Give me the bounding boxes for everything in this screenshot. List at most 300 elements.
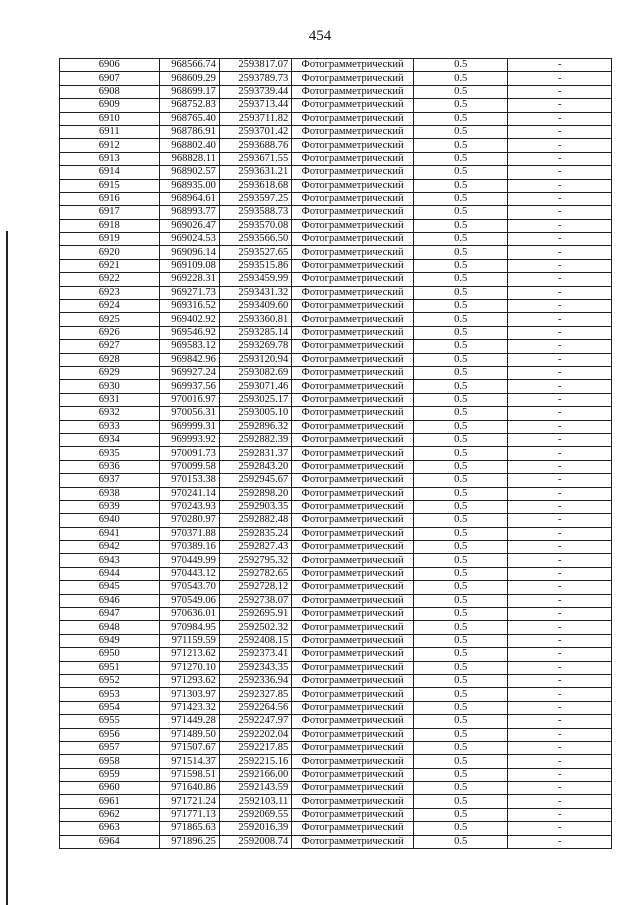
x-coordinate-cell: 971514.37 [159,755,219,768]
y-coordinate-cell: 2593025.17 [219,393,291,406]
note-cell: - [508,795,612,808]
accuracy-cell: 0.5 [413,99,508,112]
table-row [60,715,612,728]
point-number-cell: 6933 [60,420,160,433]
x-coordinate-cell: 970153.38 [159,474,219,487]
y-coordinate-cell: 2592103.11 [219,795,291,808]
method-cell: Фотограмметрический [292,688,414,701]
point-number-cell: 6937 [60,474,160,487]
accuracy-cell: 0.5 [413,219,508,232]
accuracy-cell: 0.5 [413,85,508,98]
y-coordinate-cell: 2592143.59 [219,782,291,795]
method-cell: Фотограмметрический [292,99,414,112]
point-number-cell: 6962 [60,808,160,821]
point-number-cell: 6945 [60,581,160,594]
x-coordinate-cell: 971423.32 [159,701,219,714]
point-number-cell: 6909 [60,99,160,112]
point-number-cell: 6917 [60,206,160,219]
note-cell: - [508,125,612,138]
point-number-cell: 6923 [60,286,160,299]
method-cell: Фотограмметрический [292,541,414,554]
x-coordinate-cell: 969937.56 [159,380,219,393]
y-coordinate-cell: 2592215.16 [219,755,291,768]
note-cell: - [508,822,612,835]
table-row [60,688,612,701]
point-number-cell: 6956 [60,728,160,741]
y-coordinate-cell: 2592896.32 [219,420,291,433]
x-coordinate-cell: 968609.29 [159,72,219,85]
accuracy-cell: 0.5 [413,768,508,781]
point-number-cell: 6959 [60,768,160,781]
y-coordinate-cell: 2592336.94 [219,674,291,687]
point-number-cell: 6931 [60,393,160,406]
note-cell: - [508,420,612,433]
note-cell: - [508,72,612,85]
x-coordinate-cell: 968765.40 [159,112,219,125]
point-number-cell: 6936 [60,460,160,473]
note-cell: - [508,393,612,406]
point-number-cell: 6918 [60,219,160,232]
note-cell: - [508,567,612,580]
table-row [60,541,612,554]
point-number-cell: 6949 [60,634,160,647]
accuracy-cell: 0.5 [413,715,508,728]
accuracy-cell: 0.5 [413,433,508,446]
note-cell: - [508,474,612,487]
accuracy-cell: 0.5 [413,621,508,634]
accuracy-cell: 0.5 [413,688,508,701]
y-coordinate-cell: 2592882.48 [219,514,291,527]
note-cell: - [508,152,612,165]
accuracy-cell: 0.5 [413,179,508,192]
y-coordinate-cell: 2593360.81 [219,313,291,326]
x-coordinate-cell: 968786.91 [159,125,219,138]
table-row [60,433,612,446]
accuracy-cell: 0.5 [413,286,508,299]
accuracy-cell: 0.5 [413,782,508,795]
method-cell: Фотограмметрический [292,447,414,460]
y-coordinate-cell: 2592264.56 [219,701,291,714]
table-row [60,393,612,406]
method-cell: Фотограмметрический [292,835,414,848]
table-row [60,300,612,313]
table-row [60,112,612,125]
x-coordinate-cell: 971159.59 [159,634,219,647]
accuracy-cell: 0.5 [413,393,508,406]
method-cell: Фотограмметрический [292,782,414,795]
table-row [60,594,612,607]
y-coordinate-cell: 2592247.97 [219,715,291,728]
y-coordinate-cell: 2592795.32 [219,554,291,567]
method-cell: Фотограмметрический [292,59,414,72]
table-row [60,808,612,821]
point-number-cell: 6957 [60,741,160,754]
point-number-cell: 6930 [60,380,160,393]
point-number-cell: 6915 [60,179,160,192]
table-row [60,527,612,540]
accuracy-cell: 0.5 [413,125,508,138]
x-coordinate-cell: 971896.25 [159,835,219,848]
point-number-cell: 6948 [60,621,160,634]
accuracy-cell: 0.5 [413,313,508,326]
x-coordinate-cell: 969999.31 [159,420,219,433]
method-cell: Фотограмметрический [292,233,414,246]
table-row [60,634,612,647]
accuracy-cell: 0.5 [413,741,508,754]
note-cell: - [508,326,612,339]
y-coordinate-cell: 2592738.07 [219,594,291,607]
note-cell: - [508,259,612,272]
point-number-cell: 6919 [60,233,160,246]
accuracy-cell: 0.5 [413,835,508,848]
point-number-cell: 6924 [60,300,160,313]
note-cell: - [508,701,612,714]
table-row [60,474,612,487]
table-row [60,581,612,594]
table-row [60,648,612,661]
point-number-cell: 6912 [60,139,160,152]
accuracy-cell: 0.5 [413,701,508,714]
table-row [60,420,612,433]
note-cell: - [508,219,612,232]
y-coordinate-cell: 2593005.10 [219,407,291,420]
note-cell: - [508,808,612,821]
y-coordinate-cell: 2592782.65 [219,567,291,580]
accuracy-cell: 0.5 [413,728,508,741]
note-cell: - [508,688,612,701]
accuracy-cell: 0.5 [413,192,508,205]
table-row [60,407,612,420]
method-cell: Фотограмметрический [292,741,414,754]
accuracy-cell: 0.5 [413,300,508,313]
y-coordinate-cell: 2593688.76 [219,139,291,152]
accuracy-cell: 0.5 [413,259,508,272]
point-number-cell: 6911 [60,125,160,138]
table-row [60,99,612,112]
method-cell: Фотограмметрический [292,313,414,326]
accuracy-cell: 0.5 [413,808,508,821]
point-number-cell: 6953 [60,688,160,701]
method-cell: Фотограмметрический [292,72,414,85]
table-row [60,179,612,192]
method-cell: Фотограмметрический [292,822,414,835]
note-cell: - [508,768,612,781]
note-cell: - [508,608,612,621]
accuracy-cell: 0.5 [413,541,508,554]
note-cell: - [508,85,612,98]
point-number-cell: 6942 [60,541,160,554]
y-coordinate-cell: 2592202.04 [219,728,291,741]
y-coordinate-cell: 2592898.20 [219,487,291,500]
point-number-cell: 6926 [60,326,160,339]
note-cell: - [508,206,612,219]
point-number-cell: 6960 [60,782,160,795]
table-row [60,259,612,272]
point-number-cell: 6950 [60,648,160,661]
table-row [60,768,612,781]
x-coordinate-cell: 971507.67 [159,741,219,754]
coordinates-table-body [60,59,612,849]
table-row [60,674,612,687]
point-number-cell: 6955 [60,715,160,728]
note-cell: - [508,273,612,286]
note-cell: - [508,380,612,393]
x-coordinate-cell: 969927.24 [159,366,219,379]
method-cell: Фотограмметрический [292,206,414,219]
point-number-cell: 6935 [60,447,160,460]
x-coordinate-cell: 971293.62 [159,674,219,687]
x-coordinate-cell: 970099.58 [159,460,219,473]
method-cell: Фотограмметрический [292,326,414,339]
y-coordinate-cell: 2592843.20 [219,460,291,473]
table-row [60,313,612,326]
point-number-cell: 6914 [60,166,160,179]
x-coordinate-cell: 969026.47 [159,219,219,232]
note-cell: - [508,179,612,192]
accuracy-cell: 0.5 [413,72,508,85]
note-cell: - [508,594,612,607]
note-cell: - [508,233,612,246]
table-row [60,286,612,299]
accuracy-cell: 0.5 [413,246,508,259]
note-cell: - [508,581,612,594]
x-coordinate-cell: 970056.31 [159,407,219,420]
table-row [60,741,612,754]
note-cell: - [508,621,612,634]
table-row [60,701,612,714]
y-coordinate-cell: 2593739.44 [219,85,291,98]
x-coordinate-cell: 970543.70 [159,581,219,594]
x-coordinate-cell: 970636.01 [159,608,219,621]
method-cell: Фотограмметрический [292,554,414,567]
y-coordinate-cell: 2592695.91 [219,608,291,621]
table-row [60,219,612,232]
x-coordinate-cell: 968566.74 [159,59,219,72]
table-row [60,139,612,152]
table-row [60,728,612,741]
x-coordinate-cell: 971865.63 [159,822,219,835]
table-row [60,340,612,353]
method-cell: Фотограмметрический [292,648,414,661]
method-cell: Фотограмметрический [292,795,414,808]
note-cell: - [508,313,612,326]
y-coordinate-cell: 2593071.46 [219,380,291,393]
method-cell: Фотограмметрический [292,166,414,179]
y-coordinate-cell: 2592728.12 [219,581,291,594]
method-cell: Фотограмметрический [292,514,414,527]
table-row [60,166,612,179]
coordinates-table [59,58,612,849]
x-coordinate-cell: 971213.62 [159,648,219,661]
y-coordinate-cell: 2592835.24 [219,527,291,540]
method-cell: Фотограмметрический [292,420,414,433]
accuracy-cell: 0.5 [413,581,508,594]
note-cell: - [508,192,612,205]
x-coordinate-cell: 971640.86 [159,782,219,795]
point-number-cell: 6954 [60,701,160,714]
y-coordinate-cell: 2593459.99 [219,273,291,286]
note-cell: - [508,487,612,500]
method-cell: Фотограмметрический [292,715,414,728]
point-number-cell: 6910 [60,112,160,125]
accuracy-cell: 0.5 [413,554,508,567]
x-coordinate-cell: 968752.83 [159,99,219,112]
table-row [60,192,612,205]
note-cell: - [508,166,612,179]
accuracy-cell: 0.5 [413,634,508,647]
y-coordinate-cell: 2593711.82 [219,112,291,125]
note-cell: - [508,500,612,513]
accuracy-cell: 0.5 [413,420,508,433]
accuracy-cell: 0.5 [413,594,508,607]
table-row [60,447,612,460]
method-cell: Фотограмметрический [292,246,414,259]
x-coordinate-cell: 968964.61 [159,192,219,205]
table-row [60,487,612,500]
y-coordinate-cell: 2593713.44 [219,99,291,112]
method-cell: Фотограмметрический [292,393,414,406]
table-row [60,125,612,138]
point-number-cell: 6944 [60,567,160,580]
method-cell: Фотограмметрический [292,380,414,393]
table-row [60,567,612,580]
accuracy-cell: 0.5 [413,460,508,473]
y-coordinate-cell: 2593566.50 [219,233,291,246]
point-number-cell: 6939 [60,500,160,513]
point-number-cell: 6920 [60,246,160,259]
y-coordinate-cell: 2593618.68 [219,179,291,192]
y-coordinate-cell: 2592217.85 [219,741,291,754]
y-coordinate-cell: 2592016.39 [219,822,291,835]
note-cell: - [508,59,612,72]
y-coordinate-cell: 2592343.35 [219,661,291,674]
x-coordinate-cell: 970241.14 [159,487,219,500]
page-number: 454 [308,28,332,44]
method-cell: Фотограмметрический [292,674,414,687]
point-number-cell: 6961 [60,795,160,808]
y-coordinate-cell: 2593431.32 [219,286,291,299]
x-coordinate-cell: 969583.12 [159,340,219,353]
x-coordinate-cell: 969993.92 [159,433,219,446]
method-cell: Фотограмметрический [292,286,414,299]
table-row [60,608,612,621]
x-coordinate-cell: 971771.13 [159,808,219,821]
x-coordinate-cell: 970449.99 [159,554,219,567]
x-coordinate-cell: 969096.14 [159,246,219,259]
method-cell: Фотограмметрический [292,353,414,366]
accuracy-cell: 0.5 [413,755,508,768]
point-number-cell: 6947 [60,608,160,621]
y-coordinate-cell: 2593701.42 [219,125,291,138]
y-coordinate-cell: 2593588.73 [219,206,291,219]
method-cell: Фотограмметрический [292,139,414,152]
x-coordinate-cell: 968828.11 [159,152,219,165]
accuracy-cell: 0.5 [413,474,508,487]
accuracy-cell: 0.5 [413,206,508,219]
x-coordinate-cell: 969546.92 [159,326,219,339]
y-coordinate-cell: 2593527.65 [219,246,291,259]
method-cell: Фотограмметрический [292,581,414,594]
method-cell: Фотограмметрический [292,487,414,500]
y-coordinate-cell: 2593597.25 [219,192,291,205]
y-coordinate-cell: 2592945.67 [219,474,291,487]
note-cell: - [508,139,612,152]
accuracy-cell: 0.5 [413,567,508,580]
accuracy-cell: 0.5 [413,166,508,179]
note-cell: - [508,715,612,728]
x-coordinate-cell: 969316.52 [159,300,219,313]
point-number-cell: 6929 [60,366,160,379]
y-coordinate-cell: 2593671.55 [219,152,291,165]
method-cell: Фотограмметрический [292,366,414,379]
y-coordinate-cell: 2593082.69 [219,366,291,379]
method-cell: Фотограмметрический [292,152,414,165]
note-cell: - [508,782,612,795]
table-row [60,273,612,286]
accuracy-cell: 0.5 [413,273,508,286]
point-number-cell: 6932 [60,407,160,420]
accuracy-cell: 0.5 [413,447,508,460]
method-cell: Фотограмметрический [292,112,414,125]
table-row [60,59,612,72]
table-row [60,755,612,768]
table-row [60,326,612,339]
y-coordinate-cell: 2592882.39 [219,433,291,446]
accuracy-cell: 0.5 [413,326,508,339]
table-row [60,72,612,85]
accuracy-cell: 0.5 [413,233,508,246]
y-coordinate-cell: 2593789.73 [219,72,291,85]
accuracy-cell: 0.5 [413,152,508,165]
x-coordinate-cell: 970243.93 [159,500,219,513]
table-row [60,380,612,393]
table-row [60,206,612,219]
note-cell: - [508,728,612,741]
method-cell: Фотограмметрический [292,407,414,420]
point-number-cell: 6928 [60,353,160,366]
accuracy-cell: 0.5 [413,527,508,540]
note-cell: - [508,407,612,420]
accuracy-cell: 0.5 [413,139,508,152]
x-coordinate-cell: 971489.50 [159,728,219,741]
x-coordinate-cell: 970280.97 [159,514,219,527]
note-cell: - [508,661,612,674]
x-coordinate-cell: 970443.12 [159,567,219,580]
method-cell: Фотограмметрический [292,85,414,98]
note-cell: - [508,674,612,687]
method-cell: Фотограмметрический [292,701,414,714]
method-cell: Фотограмметрический [292,433,414,446]
note-cell: - [508,648,612,661]
x-coordinate-cell: 969842.96 [159,353,219,366]
y-coordinate-cell: 2593631.21 [219,166,291,179]
point-number-cell: 6925 [60,313,160,326]
x-coordinate-cell: 970549.06 [159,594,219,607]
x-coordinate-cell: 969109.08 [159,259,219,272]
note-cell: - [508,741,612,754]
note-cell: - [508,112,612,125]
x-coordinate-cell: 968993.77 [159,206,219,219]
x-coordinate-cell: 971449.28 [159,715,219,728]
y-coordinate-cell: 2592831.37 [219,447,291,460]
table-row [60,353,612,366]
x-coordinate-cell: 968699.17 [159,85,219,98]
point-number-cell: 6927 [60,340,160,353]
x-coordinate-cell: 971303.97 [159,688,219,701]
accuracy-cell: 0.5 [413,608,508,621]
accuracy-cell: 0.5 [413,487,508,500]
x-coordinate-cell: 968802.40 [159,139,219,152]
